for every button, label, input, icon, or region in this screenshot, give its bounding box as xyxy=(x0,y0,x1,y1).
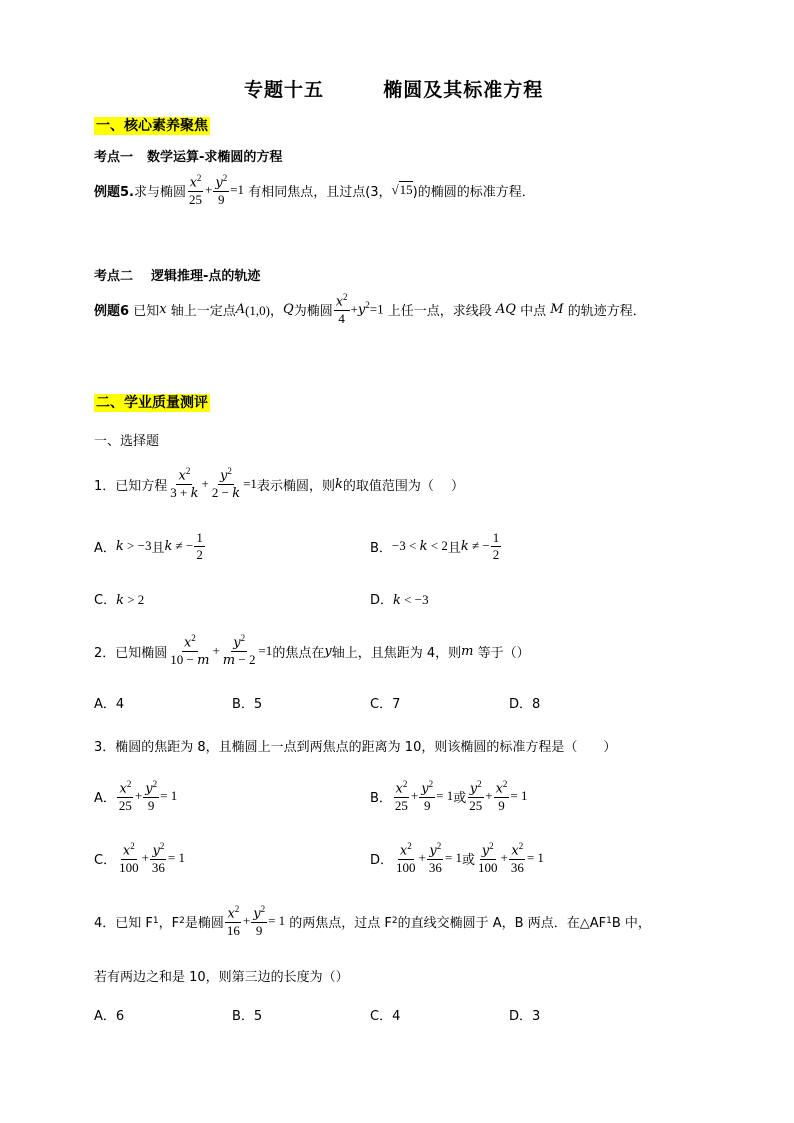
q3-option-d: D． $\frac{x^2}{100}$ + $\frac{y^2}{36}$ = 1 或 $\frac{y^2}{100}$ + $\frac{x^2}{36}$ = 1 xyxy=(370,840,544,875)
fraction: $\frac{y^2}{m - 2}$ xyxy=(222,633,256,669)
q3-option-a: A． $\frac{x^2}{25}$ + $\frac{y^2}{9}$ = 1 xyxy=(94,778,178,813)
fraction: $\frac{x^2}{16}$ xyxy=(226,903,240,938)
fraction: $\frac{y^2}{2 - k}$ xyxy=(211,466,241,502)
q1-option-a: A． k > −3 且 k ≠ − $\frac{1}{2}$ xyxy=(94,529,203,562)
fraction: $\frac{y^2}{9}$ xyxy=(215,172,228,207)
part-heading: 一、选择题 xyxy=(94,434,160,449)
q1-option-d: D．k < −3 xyxy=(370,592,429,608)
question-4: 4．已知 F 1 ，F 2 是椭圆 $\frac{x^2}{16}$ + $\frac{y^2}{9}$ = 1 的两焦点，过点 F 2 的直线交椭圆于 A，B 两点．在△AF 1 B 中， xyxy=(94,903,651,938)
q4-option-c: C．4 xyxy=(370,1009,401,1024)
section-heading-1: 一、核心素养聚焦 xyxy=(96,118,208,134)
question-3: 3．椭圆的焦距为 8，且椭圆上一点到两焦点的距离为 10，则该椭圆的标准方程是（ ） xyxy=(94,740,617,755)
question-1: 1．已知方程 $\frac{x^2}{3 + k}$ + $\frac{y^2}{2 - k}$ =1 表示椭圆，则 k 的取值范围为（ ） xyxy=(94,466,464,502)
fraction: $\frac{x^2}{10 - m}$ xyxy=(170,633,210,669)
q2-option-c: C．7 xyxy=(370,697,401,712)
title-name: 椭圆及其标准方程 xyxy=(383,79,544,101)
q4-option-d: D．3 xyxy=(509,1009,541,1024)
q1-option-b: B． −3 < k < 2 且 k ≠ − $\frac{1}{2}$ xyxy=(370,529,500,562)
q4-option-a: A．6 xyxy=(94,1009,125,1024)
title-topic: 专题十五 xyxy=(244,79,325,101)
q3-option-c: C． $\frac{x^2}{100}$ + $\frac{y^2}{36}$ = 1 xyxy=(94,840,186,875)
fraction: $\frac{x^2}{4}$ xyxy=(335,291,348,326)
q2-option-b: B．5 xyxy=(232,697,263,712)
knowledge-point-2: 考点二 逻辑推理-点的轨迹 xyxy=(94,269,261,284)
example-5: 例题5. 求与椭圆 $\frac{x^2}{25}$ + $\frac{y^2}{9}$ =1 有相同焦点，且过点(3， √15 )的椭圆的标准方程． xyxy=(94,172,535,207)
section-heading-2: 二、学业质量测评 xyxy=(96,395,208,411)
example-6: 例题6 已知 x 轴上一定点 A (1,0)， Q 为椭圆 $\frac{x^2}{4}$ $+y^2=1$ 上任一点，求线段 AQ 中点 M 的轨迹方程． xyxy=(94,291,646,326)
fraction: $\frac{y^2}{9}$ xyxy=(253,903,266,938)
knowledge-point-1: 考点一 数学运算-求椭圆的方程 xyxy=(94,150,283,165)
q3-option-b: B． $\frac{x^2}{25}$ + $\frac{y^2}{9}$ = 1 或 $\frac{y^2}{25}$ + $\frac{x^2}{9}$ = 1 xyxy=(370,778,528,813)
question-2: 2．已知椭圆 $\frac{x^2}{10 - m}$ + $\frac{y^2}{m - 2}$ =1 的焦点在 y 轴上，且焦距为 4，则 m 等于（） xyxy=(94,633,530,669)
fraction: $\frac{x^2}{25}$ xyxy=(189,172,202,207)
q2-option-a: A．4 xyxy=(94,697,125,712)
sqrt-symbol: √15 xyxy=(391,182,413,197)
question-4-line-2: 若有两边之和是 10，则第三边的长度为（） xyxy=(94,970,349,985)
q2-option-d: D．8 xyxy=(509,697,541,712)
page-title xyxy=(244,75,543,102)
fraction: $\frac{x^2}{3 + k}$ xyxy=(170,466,199,502)
q1-option-c: C．k > 2 xyxy=(94,592,145,608)
q4-option-b: B．5 xyxy=(232,1009,263,1024)
